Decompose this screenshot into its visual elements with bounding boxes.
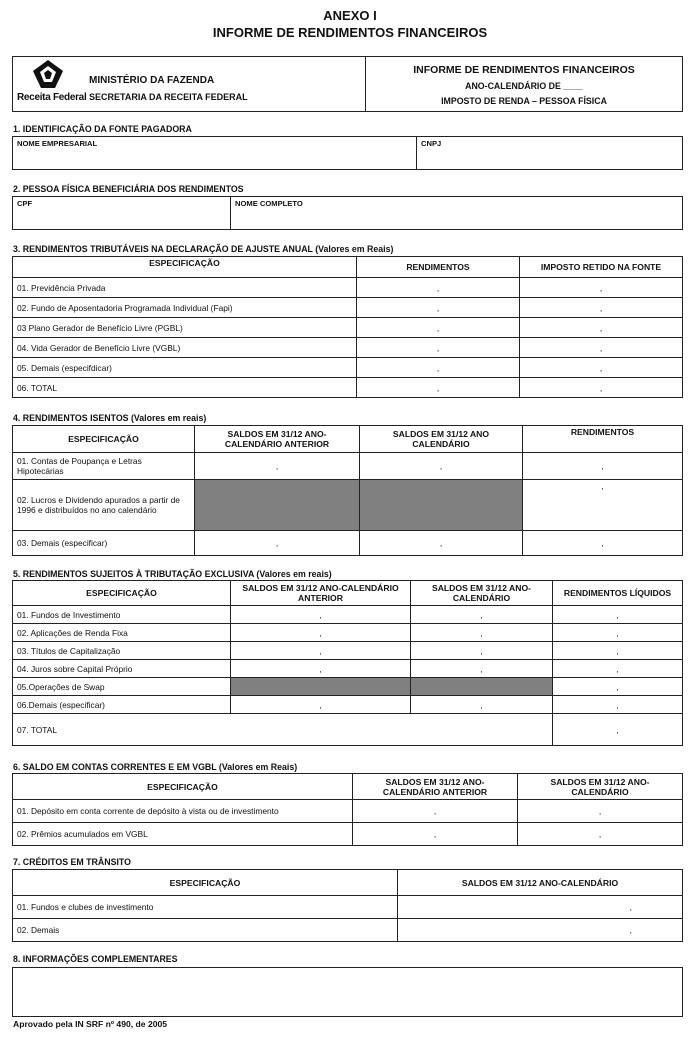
- secretariat-name: SECRETARIA DA RECEITA FEDERAL: [89, 92, 248, 102]
- value-cell[interactable]: ,: [523, 480, 683, 531]
- complementary-info-field[interactable]: [12, 967, 683, 1017]
- income-header: RENDIMENTOS: [357, 257, 520, 278]
- table-row: [13, 338, 683, 358]
- value-cell[interactable]: ,: [195, 453, 360, 480]
- withheld-tax-header: IMPOSTO RETIDO NA FONTE: [520, 257, 683, 278]
- table-row: [13, 919, 683, 942]
- value-cell[interactable]: ,: [553, 642, 683, 660]
- value-cell[interactable]: ,: [411, 642, 553, 660]
- value-cell[interactable]: ,: [353, 823, 518, 846]
- prev-year-balance-header: SALDOS EM 31/12 ANO-CALENDÁRIO ANTERIOR: [231, 581, 411, 606]
- value-cell[interactable]: ,: [231, 606, 411, 624]
- value-cell[interactable]: ,: [520, 318, 683, 338]
- row-label: 01. Depósito em conta corrente de depósito à vista ou de investimento: [13, 800, 353, 823]
- annex-title: ANEXO I: [323, 8, 377, 23]
- company-name-label: NOME EMPRESARIAL: [17, 139, 98, 148]
- value-cell[interactable]: ,: [553, 696, 683, 714]
- value-cell[interactable]: ,: [231, 696, 411, 714]
- cnpj-label: CNPJ: [421, 139, 442, 148]
- value-cell[interactable]: ,: [231, 660, 411, 678]
- value-cell[interactable]: ,: [411, 696, 553, 714]
- table-row: [13, 318, 683, 338]
- spec-header: ESPECIFICAÇÃO: [13, 774, 353, 800]
- row-label: 04. Vida Gerador de Benefício Livre (VGBL): [13, 338, 357, 358]
- table-row: [13, 298, 683, 318]
- table-row: [13, 358, 683, 378]
- tax-label: IMPOSTO DE RENDA – PESSOA FÍSICA: [441, 96, 607, 106]
- value-cell[interactable]: ,: [518, 800, 683, 823]
- section-1-table: [12, 136, 683, 170]
- value-cell[interactable]: ,: [553, 606, 683, 624]
- value-cell[interactable]: ,: [231, 624, 411, 642]
- value-cell[interactable]: ,: [520, 298, 683, 318]
- table-row: [13, 714, 683, 746]
- year-balance-header: SALDOS EM 31/12 ANO-CALENDÁRIO: [518, 774, 683, 800]
- header-box: [12, 56, 683, 112]
- receita-emblem-icon: [33, 60, 63, 88]
- table-row: [13, 278, 683, 298]
- table-row: [13, 453, 683, 480]
- cnpj-field[interactable]: [417, 137, 683, 170]
- row-label: 04. Juros sobre Capital Próprio: [13, 660, 231, 678]
- row-label: 07. TOTAL: [13, 714, 553, 746]
- shaded-cell: [411, 678, 553, 696]
- table-row: [13, 378, 683, 398]
- row-label: 03. Demais (especificar): [13, 531, 195, 556]
- value-cell[interactable]: ,: [553, 678, 683, 696]
- income-header: RENDIMENTOS: [523, 426, 683, 453]
- value-cell[interactable]: ,: [523, 453, 683, 480]
- year-balance-header: SALDOS EM 31/12 ANO-CALENDÁRIO: [398, 870, 683, 896]
- row-label: 06. TOTAL: [13, 378, 357, 398]
- table-row: [13, 480, 683, 531]
- table-row: [13, 823, 683, 846]
- approval-footer: Aprovado pela IN SRF nº 490, de 2005: [13, 1019, 168, 1029]
- row-label: 02. Demais: [13, 919, 398, 942]
- exempt-income-table: [12, 425, 683, 556]
- table-row: [13, 660, 683, 678]
- value-cell[interactable]: ,: [553, 714, 683, 746]
- row-label: 01. Previdência Privada: [13, 278, 357, 298]
- form-title: INFORME DE RENDIMENTOS FINANCEIROS: [413, 64, 635, 76]
- year-balance-header: SALDOS EM 31/12 ANO CALENDÁRIO: [360, 426, 523, 453]
- value-cell[interactable]: ,: [520, 378, 683, 398]
- calendar-year-label: ANO-CALENDÁRIO DE ____: [465, 81, 583, 91]
- row-label: 05.Operações de Swap: [13, 678, 231, 696]
- full-name-label: NOME COMPLETO: [235, 199, 303, 208]
- logo-text: Receita Federal: [17, 92, 87, 103]
- value-cell[interactable]: ,: [357, 378, 520, 398]
- value-cell[interactable]: ,: [357, 338, 520, 358]
- table-row: [13, 896, 683, 919]
- table-row: [13, 800, 683, 823]
- value-cell[interactable]: ,: [553, 660, 683, 678]
- spec-header: ESPECIFICAÇÃO: [13, 257, 357, 278]
- section-2-table: [12, 196, 683, 230]
- value-cell[interactable]: ,: [195, 531, 360, 556]
- value-cell[interactable]: ,: [360, 453, 523, 480]
- credits-in-transit-table: [12, 869, 683, 942]
- section-7-title: 7. CRÉDITOS EM TRÂNSITO: [13, 857, 131, 867]
- ministry-name: MINISTÉRIO DA FAZENDA: [89, 75, 215, 86]
- table-row: [13, 531, 683, 556]
- value-cell[interactable]: ,: [553, 624, 683, 642]
- value-cell[interactable]: ,: [520, 278, 683, 298]
- full-name-field[interactable]: [231, 197, 683, 230]
- spec-header: ESPECIFICAÇÃO: [13, 581, 231, 606]
- row-label: 01. Fundos e clubes de investimento: [13, 896, 398, 919]
- row-label: 02. Aplicações de Renda Fixa: [13, 624, 231, 642]
- row-label: 02. Prêmios acumulados em VGBL: [13, 823, 353, 846]
- value-cell[interactable]: ,: [398, 896, 683, 919]
- value-cell[interactable]: ,: [357, 358, 520, 378]
- shaded-cell: [231, 678, 411, 696]
- table-row: [13, 642, 683, 660]
- section-1-title: 1. IDENTIFICAÇÃO DA FONTE PAGADORA: [13, 124, 192, 134]
- value-cell[interactable]: ,: [518, 823, 683, 846]
- document-title: INFORME DE RENDIMENTOS FINANCEIROS: [212, 25, 488, 40]
- value-cell[interactable]: ,: [357, 318, 520, 338]
- value-cell[interactable]: ,: [411, 606, 553, 624]
- shaded-cell: [360, 480, 523, 531]
- value-cell[interactable]: ,: [357, 298, 520, 318]
- table-row: [13, 678, 683, 696]
- value-cell[interactable]: ,: [398, 919, 683, 942]
- value-cell[interactable]: ,: [411, 660, 553, 678]
- row-label: 03 Plano Gerador de Benefício Livre (PGBL): [13, 318, 357, 338]
- value-cell[interactable]: ,: [523, 531, 683, 556]
- row-label: 03. Títulos de Capitalização: [13, 642, 231, 660]
- section-5-title: 5. RENDIMENTOS SUJEITOS À TRIBUTAÇÃO EXCLUSIVA (Valores em reais): [13, 569, 332, 579]
- row-label: 05. Demais (especifdicar): [13, 358, 357, 378]
- taxable-income-table: [12, 256, 683, 398]
- cpf-label: CPF: [17, 199, 33, 208]
- section-6-title: 6. SALDO EM CONTAS CORRENTES E EM VGBL (Valores em Reais): [13, 762, 298, 772]
- year-balance-header: SALDOS EM 31/12 ANO-CALENDÁRIO: [411, 581, 553, 606]
- value-cell[interactable]: ,: [520, 358, 683, 378]
- value-cell[interactable]: ,: [360, 531, 523, 556]
- prev-year-balance-header: SALDOS EM 31/12 ANO-CALENDÁRIO ANTERIOR: [353, 774, 518, 800]
- value-cell[interactable]: ,: [357, 278, 520, 298]
- value-cell[interactable]: ,: [231, 642, 411, 660]
- section-3-title: 3. RENDIMENTOS TRIBUTÁVEIS NA DECLARAÇÃO DE AJUSTE ANUAL (Valores em Reais): [13, 244, 394, 254]
- company-name-field[interactable]: [13, 137, 417, 170]
- cpf-field[interactable]: [13, 197, 231, 230]
- table-row: [13, 624, 683, 642]
- section-8-title: 8. INFORMAÇÕES COMPLEMENTARES: [13, 954, 178, 964]
- shaded-cell: [195, 480, 360, 531]
- table-row: [13, 696, 683, 714]
- row-label: 06.Demais (especificar): [13, 696, 231, 714]
- net-income-header: RENDIMENTOS LÍQUIDOS: [553, 581, 683, 606]
- exclusive-taxation-table: [12, 580, 683, 746]
- prev-year-balance-header: SALDOS EM 31/12 ANO-CALENDÁRIO ANTERIOR: [195, 426, 360, 453]
- receita-logo: [17, 60, 87, 108]
- value-cell[interactable]: ,: [411, 624, 553, 642]
- account-balance-table: [12, 773, 683, 846]
- section-4-title: 4. RENDIMENTOS ISENTOS (Valores em reais): [13, 413, 207, 423]
- value-cell[interactable]: ,: [520, 338, 683, 358]
- spec-header: ESPECIFICAÇÃO: [13, 426, 195, 453]
- value-cell[interactable]: ,: [353, 800, 518, 823]
- table-row: [13, 606, 683, 624]
- row-label: 02. Fundo de Aposentadoria Programada Individual (Fapi): [13, 298, 357, 318]
- row-label: 01. Fundos de Investimento: [13, 606, 231, 624]
- spec-header: ESPECIFICAÇÃO: [13, 870, 398, 896]
- row-label: 02. Lucros e Dividendo apurados a partir de 1996 e distribuídos no ano calendário: [13, 480, 195, 531]
- row-label: 01. Contas de Poupança e Letras Hipotecárias: [13, 453, 195, 480]
- section-2-title: 2. PESSOA FÍSICA BENEFICIÁRIA DOS RENDIMENTOS: [13, 184, 244, 194]
